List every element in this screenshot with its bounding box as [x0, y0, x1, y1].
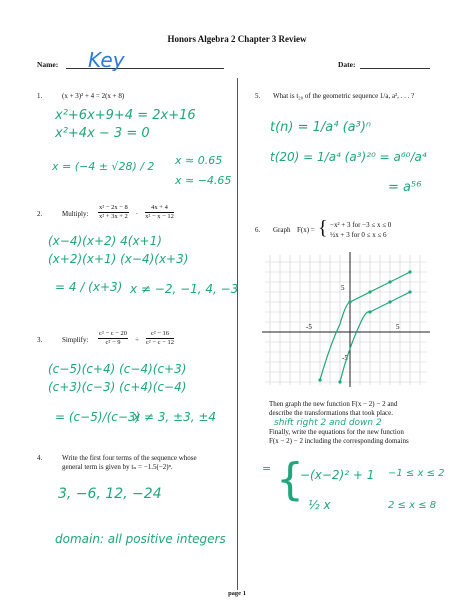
q6-number: 6. — [255, 226, 261, 234]
q1-work-5: x ≈ −4.65 — [175, 174, 232, 187]
q3-f2-numerator: c² − 16 — [146, 330, 174, 339]
graph-label-left: -5 — [306, 323, 312, 331]
q3-work-3: = (c−5)/(c−3) — [55, 410, 141, 424]
q3-fraction-1 — [98, 330, 128, 347]
q6-text-2: describe the transformations that took place. — [269, 409, 394, 417]
q3-f1-denominator: c² − 9 — [105, 338, 121, 346]
q2-f1-numerator: x² − 2x − 8 — [99, 203, 128, 211]
q6-piece-2: ½x + 3 for 0 ≤ x ≤ 6 — [330, 231, 387, 239]
q1-equation: (x + 3)² + 4 = 2(x + 8) — [62, 92, 125, 100]
q2-f1-denominator: x² + 3x + 2 — [99, 212, 128, 220]
q2-dot: · — [135, 210, 139, 218]
graph-label-top: 5 — [341, 284, 345, 292]
graph-grid — [265, 255, 427, 385]
q6-graph — [262, 250, 432, 388]
q6-piece-1: −x² + 3 for −3 ≤ x ≤ 0 — [330, 221, 392, 229]
q5-work-3: = a⁵⁶ — [388, 180, 422, 195]
q6-answer-piece-1: −(x−2)² + 1 — [300, 468, 375, 482]
date-label: Date: — [338, 60, 356, 69]
q3-prompt: Simplify: — [62, 336, 89, 344]
q6-prompt: Graph — [273, 226, 291, 234]
graph-label-right: 5 — [396, 323, 400, 331]
name-label: Name: — [37, 60, 59, 69]
q6-answer-lhs: = — [262, 462, 272, 475]
q5-number: 5. — [255, 92, 261, 100]
q2-work-1: (x−4)(x+2) 4(x+1) — [48, 234, 162, 248]
q3-fraction-2 — [146, 330, 174, 347]
q3-divide: ÷ — [135, 336, 139, 344]
q4-number: 4. — [37, 454, 43, 462]
graph-label-bottom: -5 — [342, 354, 348, 362]
q6-brace: { — [318, 217, 328, 239]
q1-work-2: x²+4x − 3 = 0 — [55, 126, 150, 141]
q6-text-3: Finally, write the equations for the new function — [269, 428, 404, 436]
q3-work-2: (c+3)(c−3) (c+4)(c−4) — [48, 380, 187, 394]
q6-answer-domain-1: −1 ≤ x ≤ 2 — [388, 468, 445, 479]
q2-f2-numerator: 4x + 4 — [145, 204, 174, 213]
q6-answer-domain-2: 2 ≤ x ≤ 8 — [388, 500, 437, 511]
column-divider — [237, 78, 238, 590]
q5-work-2: t(20) = 1/a⁴ (a³)²⁰ = a⁶⁰/a⁴ — [270, 150, 427, 164]
page-title: Honors Algebra 2 Chapter 3 Review — [167, 34, 307, 44]
q2-prompt: Multiply: — [62, 210, 89, 218]
q5-prompt: What is t₂₀ of the geometric sequence 1/a, a², . . . ? — [273, 92, 415, 100]
q6-text-4: F(x − 2) − 2 including the corresponding domains — [269, 437, 409, 445]
q2-fraction-1 — [98, 204, 129, 221]
q1-work-3: x = (−4 ± √28) / 2 — [52, 160, 155, 173]
q3-f2-denominator: c² − c − 12 — [145, 338, 174, 346]
q3-number: 3. — [37, 336, 43, 344]
q6-shift-note: shift right 2 and down 2 — [274, 418, 382, 428]
q4-answer: 3, −6, 12, −24 — [58, 486, 162, 502]
q2-fractions — [98, 203, 174, 221]
q2-work-2: (x+2)(x+1) (x−4)(x+3) — [48, 252, 189, 266]
q2-number: 2. — [37, 210, 43, 218]
date-line[interactable] — [360, 68, 430, 69]
q4-domain: domain: all positive integers — [55, 532, 226, 546]
q6-text-1: Then graph the new function F(x − 2) − 2 and — [269, 400, 398, 408]
q1-number: 1. — [37, 92, 43, 100]
q3-fractions — [98, 329, 174, 347]
page-footer: page 1 — [228, 590, 246, 597]
q5-work-1: t(n) = 1/a⁴ (a³)ⁿ — [270, 120, 372, 135]
q2-f2-denominator: x² − x − 12 — [145, 212, 174, 220]
q3-f1-numerator: c² − c − 20 — [99, 329, 128, 337]
q1-work-1: x²+6x+9+4 = 2x+16 — [55, 108, 196, 123]
name-value: Key — [88, 48, 125, 72]
q4-prompt-1: Write the first four terms of the sequence whose — [62, 454, 197, 462]
q6-func-name: F(x) = — [297, 226, 315, 234]
q3-work-1: (c−5)(c+4) (c−4)(c+3) — [48, 362, 187, 376]
q6-answer-piece-2: ½ x — [308, 498, 331, 512]
q6-answer-brace: { — [276, 454, 304, 505]
q4-prompt-2: general term is given by tₙ = −1.5(−2)ⁿ. — [62, 463, 173, 471]
q3-work-4: x ≠ 3, ±3, ±4 — [133, 410, 217, 424]
q2-work-4: x ≠ −2, −1, 4, −3 — [130, 282, 239, 296]
q2-work-3: = 4 / (x+3) — [55, 280, 123, 294]
q1-work-4: x ≈ 0.65 — [175, 154, 223, 167]
q2-fraction-2 — [145, 204, 174, 221]
